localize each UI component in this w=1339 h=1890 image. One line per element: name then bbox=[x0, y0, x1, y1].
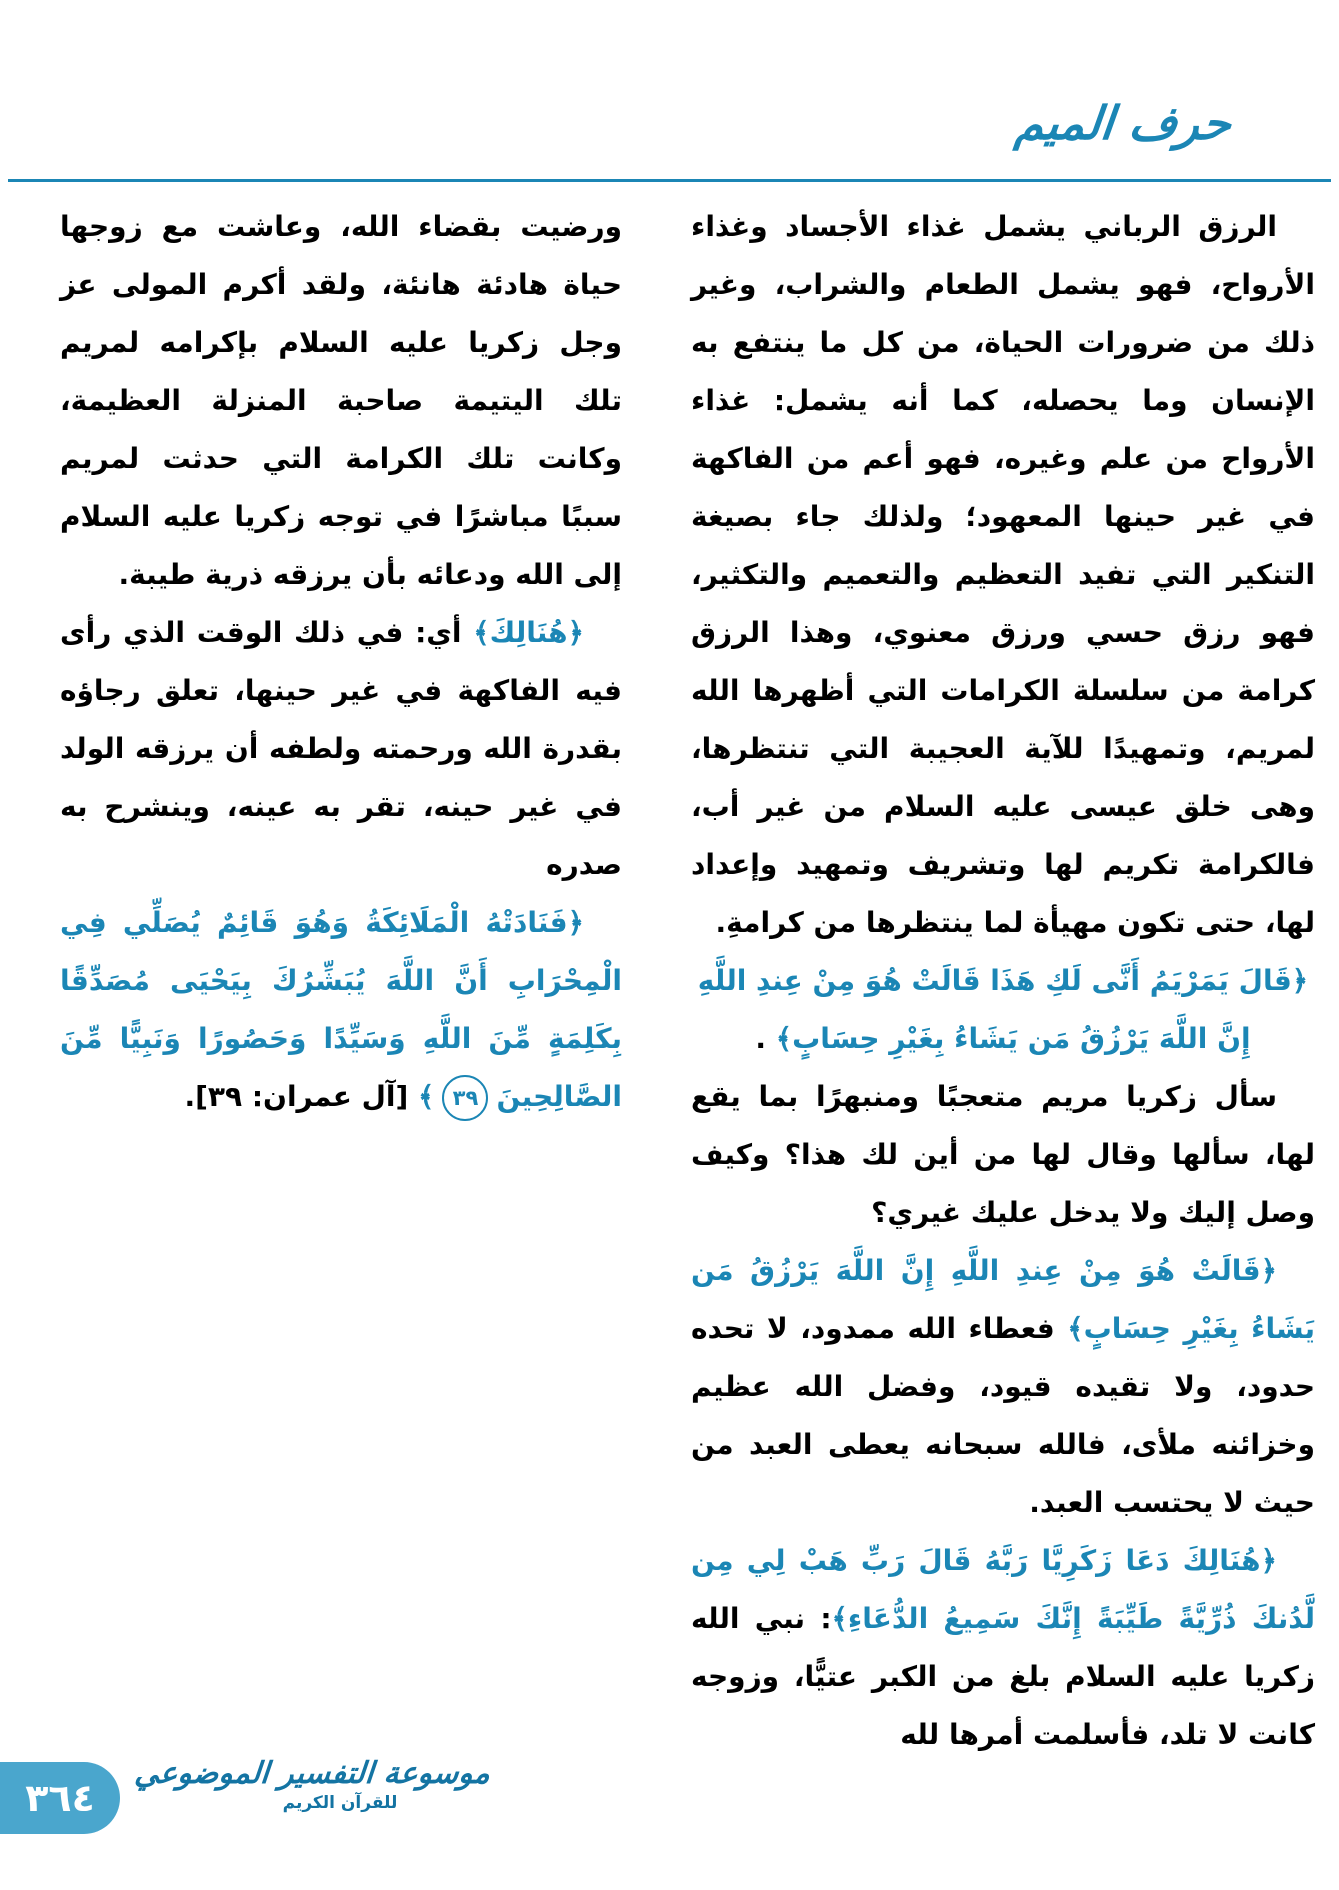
quran-verse-block bbox=[691, 952, 1315, 1068]
paragraph bbox=[60, 198, 622, 604]
paragraph bbox=[691, 1068, 1315, 1242]
paragraph bbox=[691, 1242, 1315, 1532]
body-text: الرزق الرباني يشمل غذاء الأجساد وغذاء الأرواح، فهو يشمل الطعام والشراب، وغير ذلك من ضرورات الحياة، من كل ما ينتفع به الإنسان وما يحصله، كما أنه يشمل: غذاء الأرواح من علم وغيره، فهو أعم من الفاكهة في غير حينها المعهود؛ ولذلك جاء بصيغة التنكير التي تفيد التعظيم والتعميم والتكثير، فهو رزق حسي ورزق معنوي، وهذا الرزق كرامة من سلسلة الكرامات التي أظهرها الله لمريم، وتمهيدًا للآية العجيبة التي تنتظرها، وهى خلق عيسى عليه السلام من غير أب، فالكرامة تكريم لها وتشريف وتمهيد وإعداد لها، حتى تكون مهيأة لما ينتظرها من كرامةِ. bbox=[691, 210, 1315, 939]
header-rule bbox=[8, 179, 1331, 182]
logo-subtitle: للقرآن الكريم bbox=[282, 1793, 398, 1813]
paragraph bbox=[691, 1532, 1315, 1764]
body-text: ورضيت بقضاء الله، وعاشت مع زوجها حياة هادئة هانئة، ولقد أكرم المولى عز وجل زكريا عليه السلام بإكرامه لمريم تلك اليتيمة صاحبة المنزلة العظيمة، وكانت تلك الكرامة التي حدثت لمريم سببًا مباشرًا في توجه زكريا عليه السلام إلى الله ودعائه بأن يرزقه ذرية طيبة. bbox=[60, 210, 622, 591]
column-right bbox=[691, 198, 1315, 1764]
quran-verse: ﴿هُنَالِكَ﴾ bbox=[473, 616, 584, 649]
body-text: . bbox=[755, 1022, 776, 1055]
page-number-badge bbox=[0, 1762, 120, 1834]
verse-reference: [آل عمران: ٣٩]. bbox=[184, 1080, 419, 1113]
body-text: سأل زكريا مريم متعجبًا ومنبهرًا بما يقع لها، سألها وقال لها من أين لك هذا؟ وكيف وصل إليك ولا يدخل عليك غيري؟ bbox=[691, 1080, 1315, 1229]
quran-verse: ﴿قَالَ يَمَرْيَمُ أَنَّى لَكِ هَذَا قَالَتْ هُوَ مِنْ عِندِ اللَّهِ إِنَّ اللَّهَ يَرْزُقُ مَن يَشَاءُ بِغَيْرِ حِسَابٍ﴾ bbox=[697, 964, 1309, 1055]
paragraph bbox=[60, 604, 622, 894]
logo-title: موسوعة التفسير الموضوعي bbox=[133, 1756, 492, 1791]
quran-verse: ﴿فَنَادَتْهُ الْمَلَائِكَةُ وَهُوَ قَائِمٌ يُصَلِّي فِي الْمِحْرَابِ أَنَّ اللَّهَ يُبَشِّرُكَ بِيَحْيَى مُصَدِّقًا بِكَلِمَةٍ مِّنَ اللَّهِ وَسَيِّدًا وَحَصُورًا وَنَبِيًّا مِّنَ الصَّالِحِينَ bbox=[60, 906, 622, 1113]
chapter-title: حرف الميم bbox=[1012, 96, 1234, 150]
quran-verse: ﴿هُنَالِكَ دَعَا زَكَرِيَّا رَبَّهُ قَالَ رَبِّ هَبْ لِي مِن لَّدُنكَ ذُرِّيَّةً طَيِّبَةً إِنَّكَ سَمِيعُ الدُّعَاءِ﴾ bbox=[691, 1544, 1315, 1635]
quran-close-bracket: ﴾ bbox=[418, 1080, 435, 1113]
quran-verse: ﴿قَالَتْ هُوَ مِنْ عِندِ اللَّهِ إِنَّ اللَّهَ يَرْزُقُ مَن يَشَاءُ بِغَيْرِ حِسَابٍ﴾ bbox=[691, 1254, 1315, 1345]
quran-verse-paragraph bbox=[60, 894, 622, 1126]
column-left bbox=[60, 198, 622, 1126]
verse-number-ornament: ٣٩ bbox=[442, 1075, 488, 1121]
body-text: أي: في ذلك الوقت الذي رأى فيه الفاكهة في غير حينها، تعلق رجاؤه بقدرة الله ورحمته ولطفه أن يرزقه الولد في غير حينه، تقر به عينه، وينشرح به صدره bbox=[60, 616, 622, 881]
footer-logo bbox=[133, 1756, 492, 1813]
page-number: ٣٦٤ bbox=[25, 1776, 95, 1820]
body-text: فعطاء الله ممدود، لا تحده حدود، ولا تقيده قيود، وفضل الله عظيم وخزائنه ملأى، فالله سبحانه يعطى العبد من حيث لا يحتسب العبد. bbox=[691, 1312, 1315, 1519]
paragraph bbox=[691, 198, 1315, 952]
body-text: : نبي الله زكريا عليه السلام بلغ من الكبر عتيًّا، وزوجه كانت لا تلد، فأسلمت أمرها لله bbox=[691, 1602, 1315, 1751]
